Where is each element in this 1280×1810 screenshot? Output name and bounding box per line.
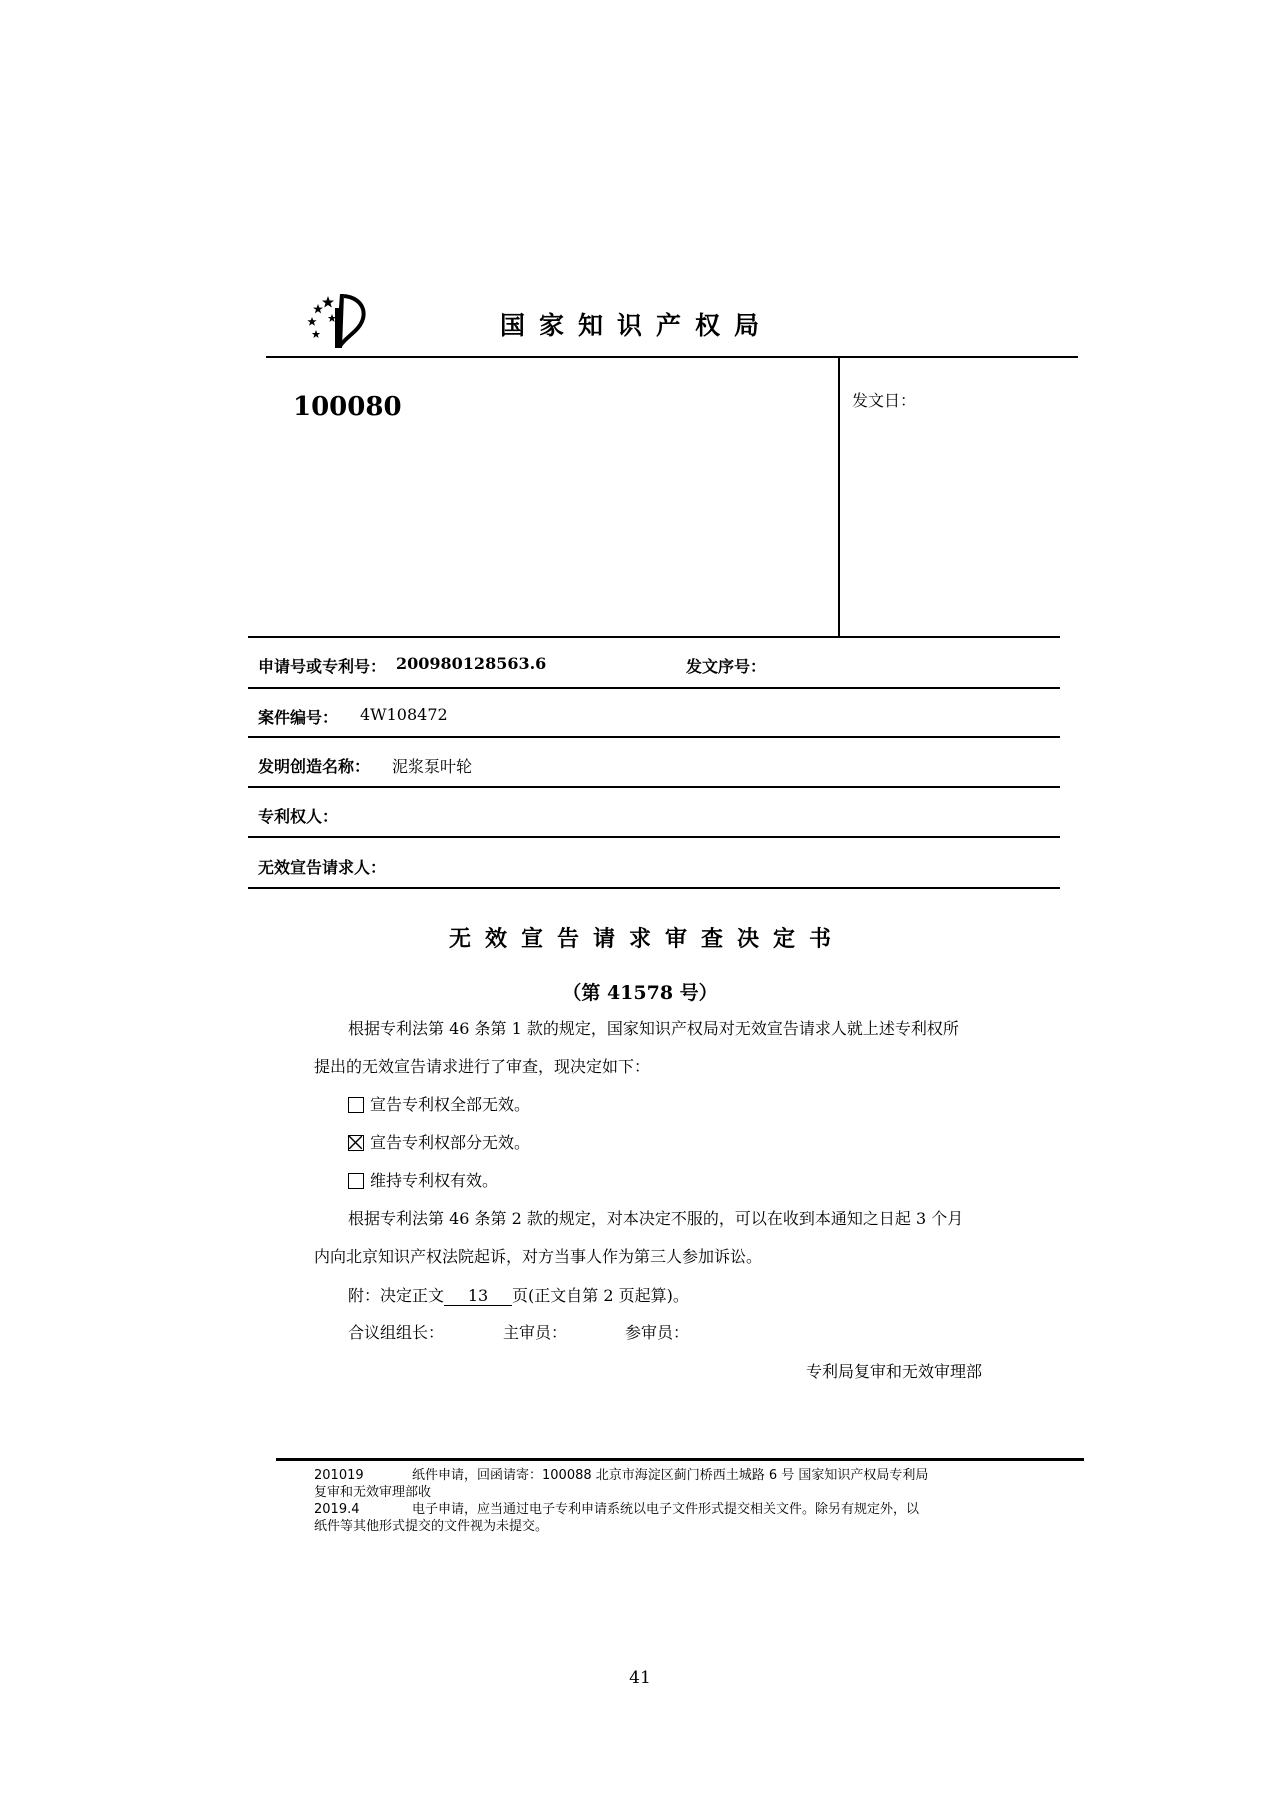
case-number-label: 案件编号： [258, 708, 339, 727]
header-divider [266, 356, 1078, 358]
invention-name-label: 发明创造名称： [258, 757, 371, 776]
chief-examiner-label: 主审员： [503, 1323, 568, 1342]
invention-name-value: 泥浆泵叶轮 [392, 757, 473, 776]
paragraph-2-line-2: 内向北京知识产权法院起诉，对方当事人作为第三人参加诉讼。 [314, 1247, 763, 1266]
paragraph-1-line-1: 根据专利法第 46 条第 1 款的规定，国家知识产权局对无效宣告请求人就上述专利权所 [348, 1019, 959, 1038]
application-number-value: 200980128563.6 [396, 654, 547, 673]
panel-leader-label: 合议组组长： [348, 1323, 445, 1342]
attachment-prefix: 附：决定正文 [348, 1286, 445, 1305]
postcode: 100080 [293, 392, 402, 422]
footer-line-4: 纸件等其他形式提交的文件视为未提交。 [314, 1519, 549, 1534]
application-number-label: 申请号或专利号： [258, 657, 387, 676]
attachment-suffix: 页(正文自第 2 页起算)。 [512, 1286, 689, 1305]
address-box-divider [838, 356, 840, 637]
row-divider [248, 687, 1060, 689]
footer-line-3: 电子申请，应当通过电子专利申请系统以电子文件形式提交相关文件。除另有规定外，以 [412, 1502, 920, 1517]
decision-title: 无效宣告请求审查决定书 [448, 927, 845, 952]
row-divider [248, 736, 1060, 738]
doc-serial-label: 发文序号： [686, 657, 767, 676]
attachment-line [348, 1286, 689, 1306]
issuing-department: 专利局复审和无效审理部 [806, 1362, 983, 1381]
office-name: 国家知识产权局 [500, 311, 774, 340]
examiner-label: 参审员： [625, 1323, 690, 1342]
attachment-page-count: 13 [444, 1287, 512, 1306]
row-divider [248, 786, 1060, 788]
checked-x-icon [349, 1136, 362, 1149]
footer-line-2: 复审和无效审理部收 [314, 1485, 432, 1500]
paragraph-1-line-2: 提出的无效宣告请求进行了审查，现决定如下： [314, 1057, 651, 1076]
patentee-label: 专利权人： [258, 807, 339, 826]
footer-divider [276, 1458, 1084, 1461]
paragraph-2-line-1: 根据专利法第 46 条第 2 款的规定，对本决定不服的，可以在收到本通知之日起 3 个月 [348, 1209, 964, 1228]
row-divider [248, 836, 1060, 838]
option-partial-invalid-label: 宣告专利权部分无效。 [370, 1133, 531, 1152]
option-full-invalid-label: 宣告专利权全部无效。 [370, 1095, 531, 1114]
row-divider [248, 636, 1060, 638]
option-partial-invalid-checkbox[interactable] [348, 1135, 364, 1151]
option-full-invalid-checkbox[interactable] [348, 1097, 364, 1113]
option-maintain-valid-checkbox[interactable] [348, 1173, 364, 1189]
requester-label: 无效宣告请求人： [258, 858, 387, 877]
decision-number: （第 41578 号） [562, 982, 718, 1004]
option-maintain-valid-label: 维持专利权有效。 [370, 1171, 499, 1190]
footer-line-1: 纸件申请，回函请寄：100088 北京市海淀区蓟门桥西土城路 6 号 国家知识产权局专利局 [412, 1468, 929, 1483]
row-divider [248, 887, 1060, 889]
case-number-value: 4W108472 [360, 705, 448, 724]
footer-code-2: 2019.4 [314, 1502, 360, 1517]
footer-code-1: 201019 [314, 1468, 364, 1483]
cnipa-logo-icon [298, 290, 374, 350]
page-number: 41 [629, 1668, 651, 1688]
issue-date-label: 发文日： [852, 391, 917, 410]
